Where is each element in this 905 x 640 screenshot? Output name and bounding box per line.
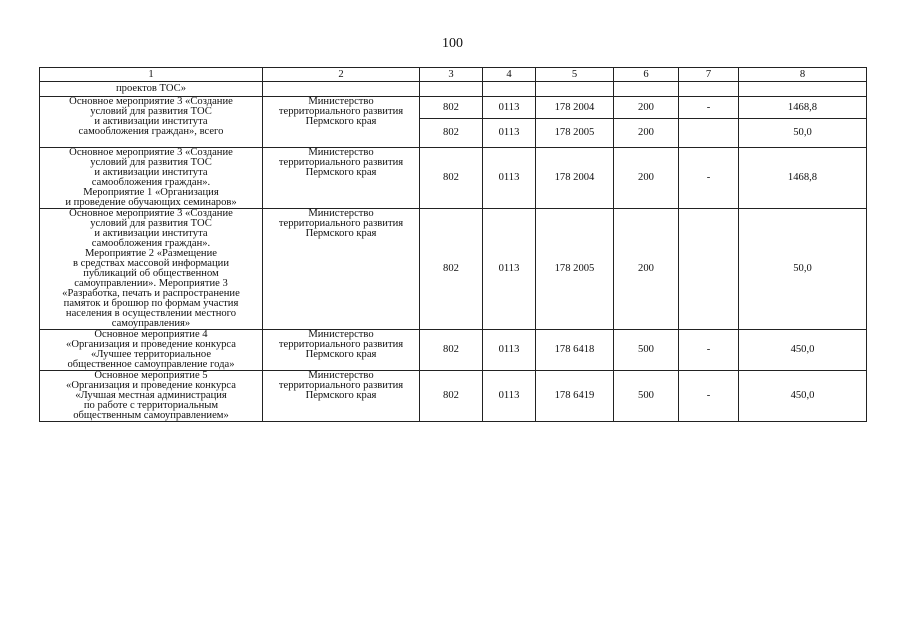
cell-col-6: 200 [614, 148, 679, 209]
column-header-2: 2 [263, 68, 420, 82]
cell-col-8: 450,0 [739, 330, 867, 371]
responsible-organization: Министерство территориального развития Пермского края [263, 148, 420, 209]
cell-col-4: 0113 [483, 330, 536, 371]
cell-col-3: 802 [420, 209, 483, 330]
continuation-text: проектов ТОС» [40, 82, 263, 97]
activity-description: Основное мероприятие 3 «Создание условий для развития ТОС и активизации института самообложения граждан», всего [40, 97, 263, 148]
cell-col-7: - [679, 371, 739, 422]
cell-col-7 [679, 209, 739, 330]
column-header-4: 4 [483, 68, 536, 82]
cell-col-8: 450,0 [739, 371, 867, 422]
cell-col-7: - [679, 330, 739, 371]
table-row [40, 371, 867, 422]
cell-col-4: 0113 [483, 209, 536, 330]
budget-table [39, 67, 867, 422]
page-number: 100 [442, 36, 463, 51]
column-header-6: 6 [614, 68, 679, 82]
cell-col-8: 50,0 [739, 119, 867, 148]
column-header-8: 8 [739, 68, 867, 82]
table-row [40, 97, 867, 119]
cell-col-3: 802 [420, 330, 483, 371]
cell-col-8: 50,0 [739, 209, 867, 330]
cell-col-4: 0113 [483, 97, 536, 119]
cell-col-5: 178 2005 [536, 209, 614, 330]
cell-col-6: 200 [614, 97, 679, 119]
column-header-1: 1 [40, 68, 263, 82]
cell-col-7: - [679, 148, 739, 209]
responsible-organization: Министерство территориального развития Пермского края [263, 209, 420, 330]
cell-col-7 [679, 119, 739, 148]
cell-col-5: 178 2004 [536, 97, 614, 119]
cell-col-6: 200 [614, 209, 679, 330]
cell-col-3: 802 [420, 371, 483, 422]
table-row [40, 330, 867, 371]
cell-col-3: 802 [420, 119, 483, 148]
cell-col-5: 178 6419 [536, 371, 614, 422]
column-header-7: 7 [679, 68, 739, 82]
table-row-continuation [40, 82, 867, 97]
responsible-organization: Министерство территориального развития Пермского края [263, 97, 420, 148]
cell-col-6: 200 [614, 119, 679, 148]
table-row [40, 148, 867, 209]
cell-col-8: 1468,8 [739, 148, 867, 209]
activity-description: Основное мероприятие 4 «Организация и проведение конкурса «Лучшее территориальное общественное самоуправление года» [40, 330, 263, 371]
activity-description: Основное мероприятие 3 «Создание условий для развития ТОС и активизации института самообложения граждан». Мероприятие 1 «Организация и проведение обучающих семинаров» [40, 148, 263, 209]
cell-col-4: 0113 [483, 371, 536, 422]
activity-description: Основное мероприятие 3 «Создание условий для развития ТОС и активизации института самообложения граждан». Мероприятие 2 «Размещение в средствах массовой информации публикаций об общественном самоуправлении». Мероприятие 3 «Разработка, печать и распространение памяток и брошюр по формам участия населения в осуществлении местного самоуправления» [40, 209, 263, 330]
table-row [40, 209, 867, 330]
responsible-organization: Министерство территориального развития Пермского края [263, 330, 420, 371]
cell-col-4: 0113 [483, 148, 536, 209]
responsible-organization: Министерство территориального развития Пермского края [263, 371, 420, 422]
cell-col-3: 802 [420, 148, 483, 209]
column-header-5: 5 [536, 68, 614, 82]
activity-description: Основное мероприятие 5 «Организация и проведение конкурса «Лучшая местная администрация по работе с территориальным общественным самоуправлением» [40, 371, 263, 422]
column-header-3: 3 [420, 68, 483, 82]
cell-col-3: 802 [420, 97, 483, 119]
cell-col-6: 500 [614, 371, 679, 422]
cell-col-7: - [679, 97, 739, 119]
cell-col-5: 178 2005 [536, 119, 614, 148]
header-row [40, 68, 867, 82]
cell-col-6: 500 [614, 330, 679, 371]
cell-col-5: 178 6418 [536, 330, 614, 371]
cell-col-4: 0113 [483, 119, 536, 148]
cell-col-8: 1468,8 [739, 97, 867, 119]
cell-col-5: 178 2004 [536, 148, 614, 209]
